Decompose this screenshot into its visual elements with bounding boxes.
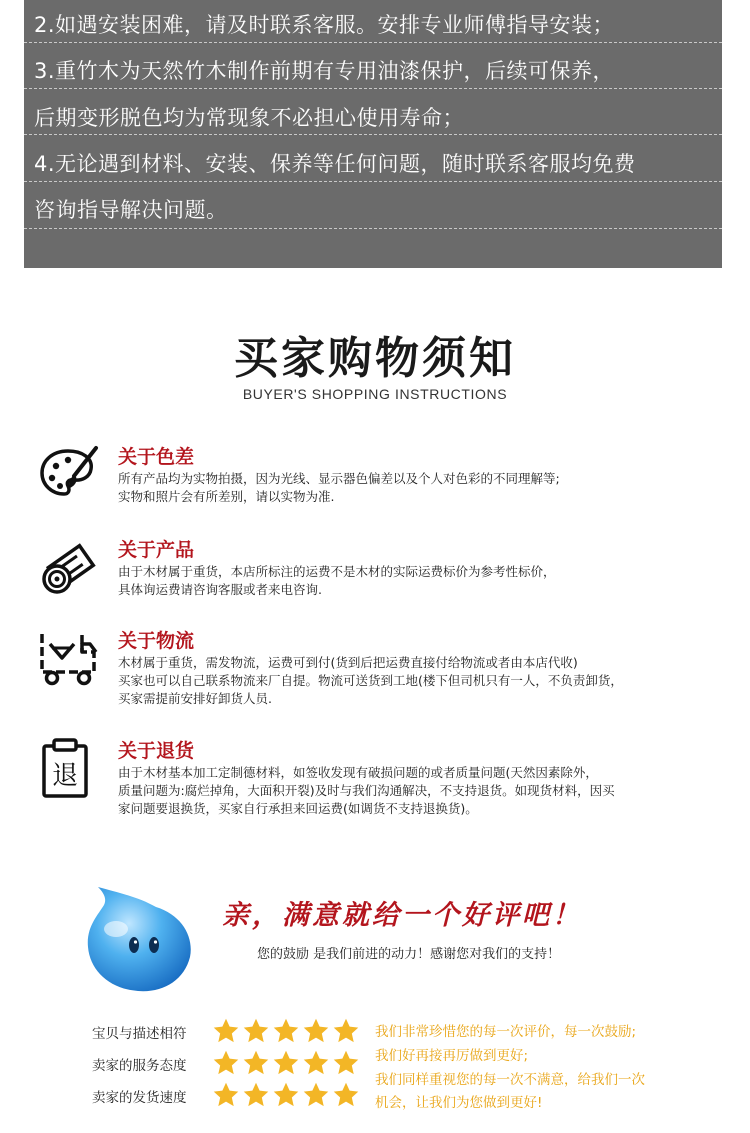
- message-line: 我们同样重视您的每一次不满意，给我们一次: [375, 1072, 645, 1088]
- page-title: 买家购物须知: [234, 333, 516, 384]
- body-line: 买家需提前安排好卸货人员.: [118, 691, 272, 706]
- message-line: 机会，让我们为您做到更好!: [375, 1095, 543, 1111]
- star-icon: [242, 1017, 270, 1045]
- divider: [24, 134, 722, 135]
- section-title: 关于色差: [118, 446, 195, 468]
- message-line: 我们非常珍惜您的每一次评价，每一次鼓励;: [375, 1024, 637, 1040]
- section-body: [118, 470, 733, 506]
- rating-label: 卖家的服务态度: [92, 1058, 187, 1074]
- installation-notice-panel: [24, 0, 722, 268]
- star-rating: [212, 1017, 362, 1049]
- notice-line: 后期变形脱色均为常现象不必担心使用寿命；: [34, 106, 464, 130]
- notice-line: 咨询指导解决问题。: [34, 198, 228, 222]
- body-line: 实物和照片会有所差别，请以实物为准.: [118, 489, 335, 504]
- star-icon: [302, 1081, 330, 1109]
- thanks-text: 您的鼓励 是我们前进的动力！感谢您对我们的支持！: [257, 947, 561, 962]
- body-line: 买家也可以自己联系物流来厂自提。物流可送货到工地(楼下但司机只有一人，不负责卸货，: [118, 673, 623, 688]
- body-line: 所有产品均为实物拍摄，因为光线、显示器色偏差以及个人对色彩的不同理解等;: [118, 471, 560, 486]
- body-line: 木材属于重货，需发物流，运费可到付(货到后把运费直接付给物流或者由本店代收): [118, 655, 578, 670]
- section-title: 关于退货: [118, 740, 195, 762]
- review-slogan: 亲，满意就给一个好评吧！: [222, 900, 582, 931]
- body-line: 质量问题为:腐烂掉角，大面积开裂)及时与我们沟通解决，不支持退货。如现货材料，因买: [118, 783, 615, 798]
- message-line: 我们好再接再厉做到更好;: [375, 1048, 529, 1064]
- star-icon: [212, 1081, 240, 1109]
- notice-line: 4.无论遇到材料、安装、保养等任何问题，随时联系客服均免费: [34, 152, 636, 176]
- star-icon: [242, 1049, 270, 1077]
- wood-log-icon: [38, 535, 102, 599]
- section-title: 关于产品: [118, 539, 195, 561]
- notice-line: 2.如遇安装困难，请及时联系客服。安排专业师傅指导安装；: [34, 13, 615, 37]
- body-line: 家问题要退换货，买家自行承担来回运费(如调货不支持退换货)。: [118, 801, 478, 816]
- star-icon: [212, 1017, 240, 1045]
- section-body: [118, 563, 733, 599]
- divider: [24, 42, 722, 43]
- section-body: [118, 764, 733, 818]
- star-icon: [332, 1081, 360, 1109]
- star-icon: [302, 1017, 330, 1045]
- rating-row-service: [92, 1049, 392, 1079]
- star-icon: [332, 1049, 360, 1077]
- body-line: 具体询运费请咨询客服或者来电咨询.: [118, 582, 322, 597]
- star-icon: [242, 1081, 270, 1109]
- star-icon: [332, 1017, 360, 1045]
- section-body: [118, 654, 733, 708]
- star-icon: [272, 1017, 300, 1045]
- rating-label: 卖家的发货速度: [92, 1090, 187, 1106]
- rating-label: 宝贝与描述相符: [92, 1026, 187, 1042]
- body-line: 由于木材属于重货，本店所标注的运费不是木材的实际运费标价为参考性标价，: [118, 564, 556, 579]
- star-icon: [272, 1081, 300, 1109]
- rating-row-description: [92, 1017, 392, 1047]
- star-icon: [302, 1049, 330, 1077]
- section-title: 关于物流: [118, 630, 195, 652]
- notice-line: 3.重竹木为天然竹木制作前期有专用油漆保护，后续可保养，: [34, 59, 615, 83]
- divider: [24, 181, 722, 182]
- delivery-truck-icon: [38, 626, 102, 690]
- divider: [24, 228, 722, 229]
- rating-row-shipping: [92, 1081, 392, 1111]
- star-rating: [212, 1081, 362, 1113]
- divider: [24, 88, 722, 89]
- page-subtitle: BUYER'S SHOPPING INSTRUCTIONS: [242, 386, 508, 402]
- star-rating: [212, 1049, 362, 1081]
- return-glyph: 退: [51, 761, 79, 791]
- return-clipboard-icon: [38, 736, 102, 800]
- water-drop-mascot: [80, 885, 200, 995]
- star-icon: [272, 1049, 300, 1077]
- star-icon: [212, 1049, 240, 1077]
- body-line: 由于木材基本加工定制德材料，如签收发现有破损问题的或者质量问题(天然因素除外，: [118, 765, 598, 780]
- palette-icon: [38, 442, 102, 506]
